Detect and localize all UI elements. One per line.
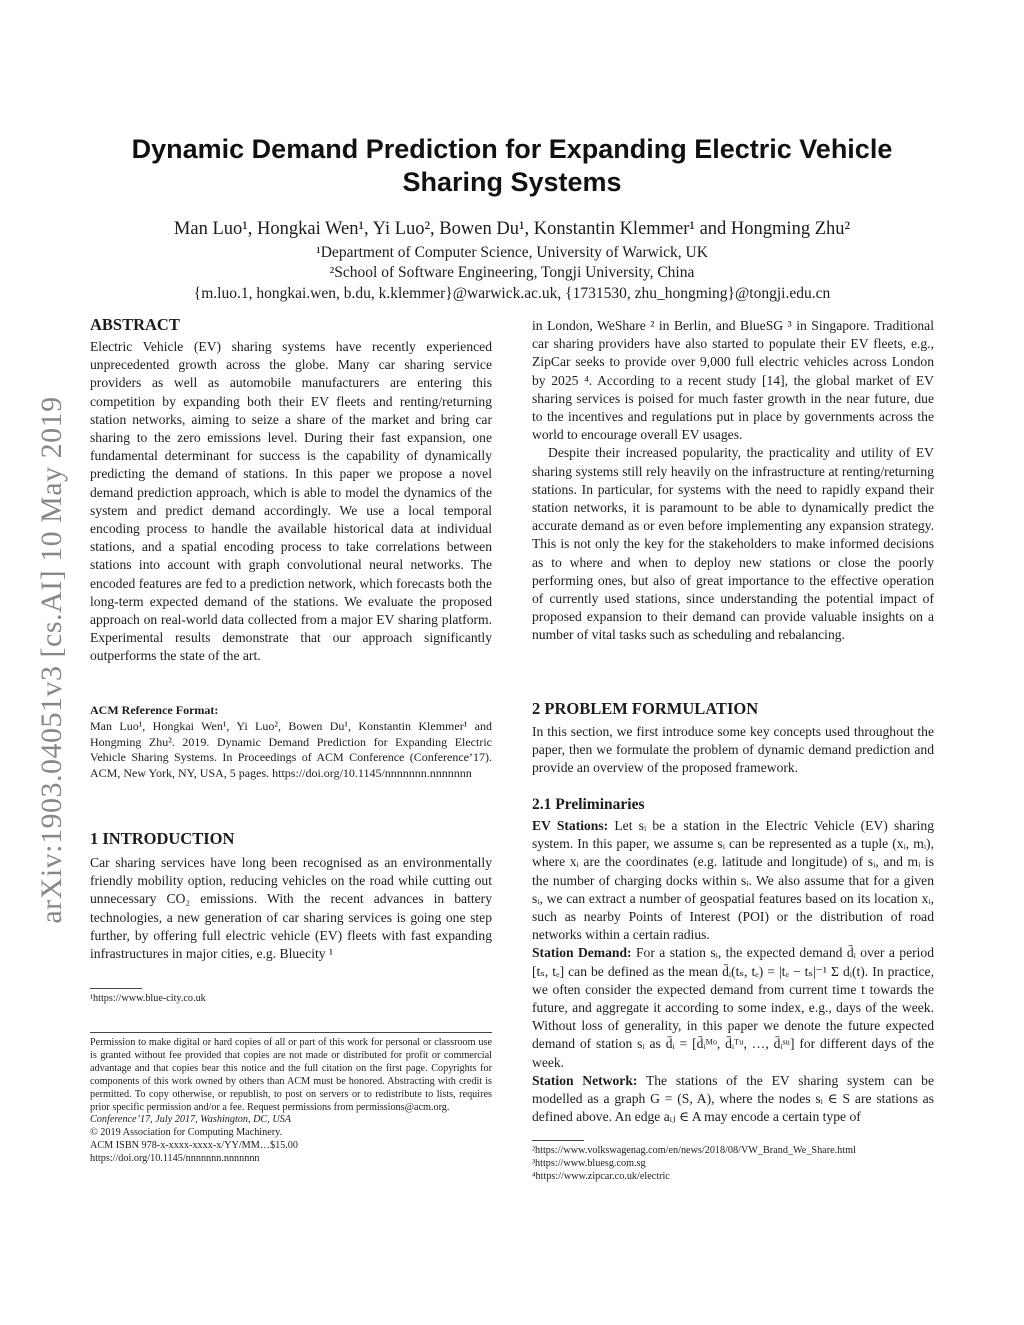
abstract-heading: ABSTRACT [90, 315, 180, 334]
ev-stations-label: EV Stations: [532, 818, 609, 833]
acm-reference-heading: ACM Reference Format: [90, 703, 219, 717]
permission-block [90, 1037, 492, 1166]
acm-reference [90, 703, 492, 782]
affiliation-warwick: ¹Department of Computer Science, University of Warwick, UK [316, 244, 708, 261]
permission-rule [90, 1032, 492, 1033]
intro-continued-text: in London, WeShare ² in Berlin, and BlueSG ³ in Singapore. Traditional car sharing providers have also started to populate their EV fleets, e.g., ZipCar seeks to provide over 9,000 full electric vehicles across London by 2025 ⁴. According to a recent study [14], the global market of EV sharing services is poised for much faster growth in the near future, due to the incentives and regulations put in place by governments across the world to encourage overall EV usages. [532, 318, 934, 443]
preliminaries-heading: 2.1 Preliminaries [532, 796, 645, 813]
affiliation-tongji: ²School of Software Engineering, Tongji University, China [329, 264, 695, 281]
paper-title [80, 133, 944, 199]
footnote-3: ³https://www.bluesg.com.sg [532, 1157, 646, 1169]
problem-formulation-text: In this section, we first introduce some key concepts used throughout the paper, then we formulate the problem of dynamic demand prediction and provide an overview of the proposed framework. [532, 724, 934, 776]
left-column [90, 314, 492, 666]
introduction-section [90, 828, 492, 963]
footnote-rule [90, 988, 142, 989]
permission-text: Permission to make digital or hard copies of all or part of this work for personal or classroom use is granted without fee provided that copies are not made or distributed for profit or commercial advantage and that copies bear this notice and the full citation on the first page. Copyrights for components of this work owned by others than ACM must be honored. Abstracting with credit is permitted. To copy otherwise, or republish, to post on servers or to redistribute to lists, requires prior specific permission and/or a fee. Request permissions from permissions@acm.org. [90, 1037, 492, 1113]
introduction-heading: 1 INTRODUCTION [90, 829, 235, 848]
author-emails: {m.luo.1, hongkai.wen, b.du, k.klemmer}@warwick.ac.uk, {1731530, zhu_hongming}@tongji.edu.cn [193, 285, 831, 302]
acm-reference-text: Man Luo¹, Hongkai Wen¹, Yi Luo², Bowen Du¹, Konstantin Klemmer¹ and Hongming Zhu². 2019. Dynamic Demand Prediction for Expanding Electric Vehicle Sharing Systems. In Proceedings of ACM Conference (Conference’17). ACM, New York, NY, USA, 5 pages. https://doi.org/10.1145/nnnnnnn.nnnnnnn [90, 718, 492, 781]
author-list: Man Luo¹, Hongkai Wen¹, Yi Luo², Bowen Du¹, Konstantin Klemmer¹ and Hongming Zhu² [173, 219, 851, 239]
copyright-line: © 2019 Association for Computing Machinery. [90, 1127, 283, 1139]
title-line-2: Sharing Systems [402, 167, 622, 197]
isbn-line: ACM ISBN 978-x-xxxx-xxxx-x/YY/MM…$15.00 [90, 1140, 298, 1152]
arxiv-identifier [30, 350, 74, 970]
footnote-1: ¹https://www.blue-city.co.uk [90, 993, 206, 1004]
intro-second-paragraph: Despite their increased popularity, the practicality and utility of EV sharing systems still rely heavily on the infrastructure at renting/returning stations. In particular, for systems with the need to rapidly expand their station networks, it is paramount to be able to dynamically predict the accurate demand as or even before implementing any expansion strategy. This is not only the key for the stakeholders to make informed decisions as to where and when to deploy new stations or close the poorly performing ones, but also of great importance to the effective operation of currently used stations, since understanding the potential impact of proposed expansion to their demand can provide valuable insights on a number of vital tasks such as scheduling and rebalancing. [532, 445, 934, 643]
station-demand-text: For a station sᵢ, the expected demand d̄ᵢ over a period [tₛ, tₑ] can be defined as the mean d̄ᵢ(tₛ, tₑ) = |tₑ − tₛ|⁻¹ Σ dᵢ(t). In practice, we often consider the expected demand from current time t towards the future, and aggregate it according to some index, e.g., days of the week. Without loss of generality, in this paper we denote the future expected demand of station sᵢ as d̄ᵢ = [d̄ᵢᴹᵒ, d̄ᵢᵀᵘ, …, d̄ᵢˢᵘ] for different days of the week. [532, 945, 935, 1070]
arxiv-identifier-text: arXiv:1903.04051v3 [cs.AI] 10 May 2019 [35, 396, 68, 924]
problem-formulation-section [532, 698, 934, 778]
ev-stations-text: Let sᵢ be a station in the Electric Vehicle (EV) sharing system. In this paper, we assume sᵢ can be represented as a tuple (xᵢ, mᵢ), where xᵢ are the coordinates (e.g. latitude and longitude) of sᵢ, and mᵢ is the number of charging docks within sᵢ. We also assume that for a given sᵢ, we can extract a number of geospatial features based on its location xᵢ, such as nearby Points of Interest (POI) or the distribution of road networks within a certain radius. [532, 818, 934, 943]
abstract-text: Electric Vehicle (EV) sharing systems have recently experienced unprecedented growth across the globe. Many car sharing service providers as well as automobile manufacturers are entering this competition by expanding both their EV fleets and renting/returning station networks, aiming to seize a share of the market and bring car sharing to the zero emissions level. During their fast expansion, one fundamental determinant for success is the capability of dynamically predicting the demand of stations. In this paper we propose a novel demand prediction approach, which is able to model the dynamics of the system and predict demand accordingly. We use a local temporal encoding process to handle the available historical data at individual stations, and a spatial encoding process to take correlations between stations into account with graph convolutional neural networks. The encoded features are fed to a prediction network, which forecasts both the long-term expected demand of the stations. We evaluate the proposed approach on real-world data collected from a major EV sharing platform. Experimental results demonstrate that our approach significantly outperforms the state of the art. [90, 339, 492, 664]
station-demand-paragraph [532, 944, 934, 1071]
right-footnotes [532, 1145, 934, 1184]
right-column-intro [532, 317, 934, 645]
station-network-label: Station Network: [532, 1072, 638, 1088]
ev-stations-paragraph [532, 817, 934, 944]
right-footnote-rule [532, 1140, 584, 1141]
introduction-text: Car sharing services have long been recognised as an environmentally friendly mobility option, reducing vehicles on the road while cutting out unnecessary CO₂ emissions. With the recent advances in battery technologies, a new generation of car sharing services is going one step further, by offering full electric vehicle (EV) fleets with fast expanding infrastructures in major cities, e.g. Bluecity ¹ [90, 855, 492, 962]
title-line-1: Dynamic Demand Prediction for Expanding Electric Vehicle [131, 134, 893, 164]
doi-line: https://doi.org/10.1145/nnnnnnn.nnnnnnn [90, 1153, 260, 1165]
conference-line: Conference’17, July 2017, Washington, DC, USA [90, 1114, 291, 1126]
preliminaries-section [532, 794, 934, 1126]
problem-formulation-heading: 2 PROBLEM FORMULATION [532, 699, 759, 718]
station-demand-label: Station Demand: [532, 945, 632, 961]
footnote-4: ⁴https://www.zipcar.co.uk/electric [532, 1170, 670, 1182]
station-network-text: The stations of the EV sharing system can be modelled as a graph G = (S, A), where the nodes sᵢ ∈ S are stations as defined above. An edge aᵢⱼ ∈ A may encode a certain type of [532, 1072, 934, 1125]
station-network-paragraph [532, 1072, 934, 1127]
footnote-2: ²https://www.volkswagenag.com/en/news/2018/08/VW_Brand_We_Share.html [532, 1145, 856, 1156]
